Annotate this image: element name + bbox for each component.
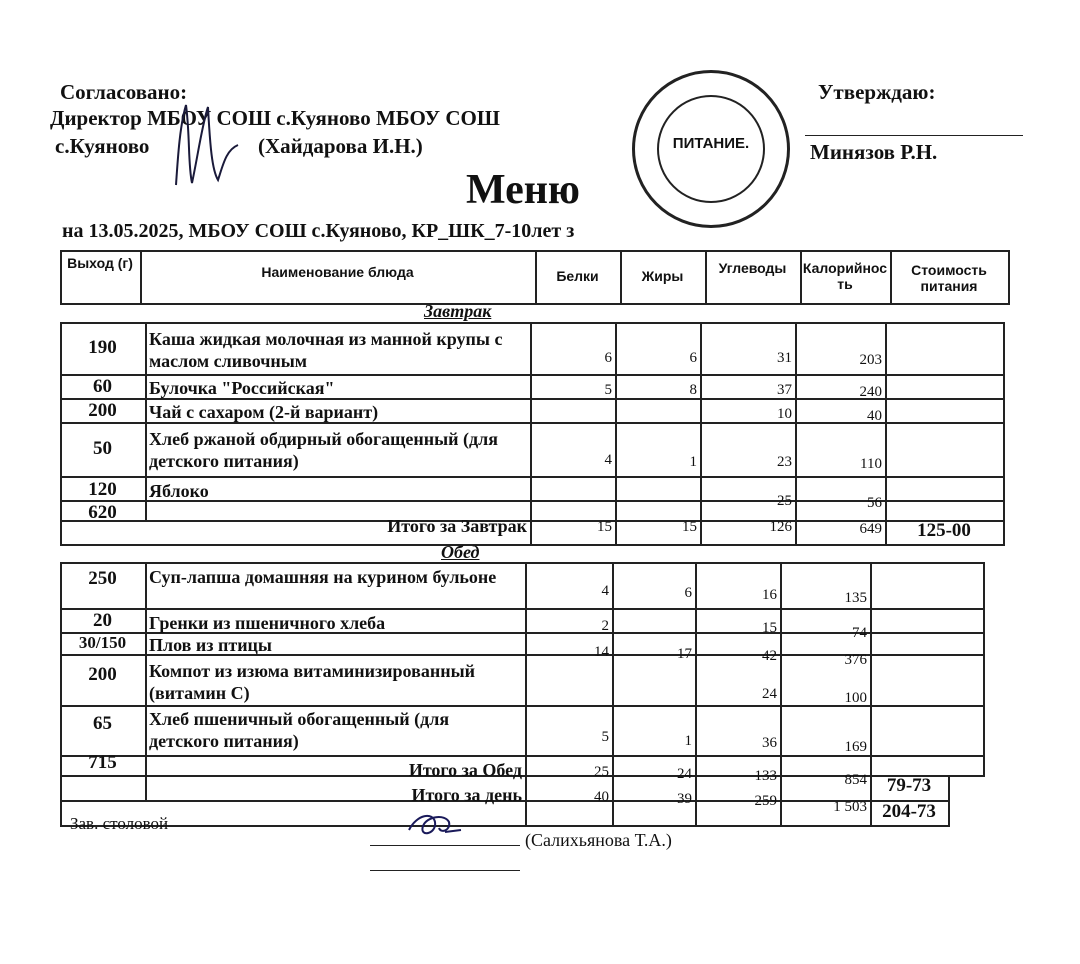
cell-dish: Компот из изюма витаминизированный (витамин С)	[149, 661, 475, 703]
cell-dish: Яблоко	[149, 481, 209, 501]
cell-kcal: 74	[852, 625, 867, 641]
stamp-text: ПИТАНИЕ.	[672, 135, 750, 152]
col-header-protein: Белки	[556, 268, 599, 284]
cell-carbs: 25	[777, 493, 792, 509]
cell-weight: 200	[88, 664, 117, 685]
canteen-head-signature	[405, 808, 465, 844]
day-total-protein: 40	[594, 789, 609, 805]
director-signature	[168, 95, 248, 190]
confirm-signature-line	[805, 135, 1023, 136]
cell-dish: Чай с сахаром (2-й вариант)	[149, 402, 379, 422]
total-protein: 15	[597, 519, 612, 535]
day-total-fat: 39	[677, 791, 692, 807]
approved-label: Согласовано:	[60, 80, 188, 104]
total-label: Итого за Обед	[408, 760, 522, 780]
total-kcal: 649	[859, 521, 882, 537]
cell-dish: Булочка "Российская"	[149, 378, 335, 398]
total-weight: 715	[88, 752, 117, 773]
cell-carbs: 16	[762, 587, 777, 603]
cell-fat: 17	[677, 646, 692, 662]
total-cost: 125-00	[917, 520, 971, 541]
confirm-name: Минязов Р.Н.	[810, 140, 938, 164]
village-label: с.Куяново	[55, 134, 150, 158]
total-cost: 79-73	[886, 775, 932, 796]
cell-fat: 1	[689, 454, 697, 470]
col-header-fat: Жиры	[641, 268, 684, 284]
cell-weight: 60	[93, 376, 112, 397]
cell-weight: 20	[93, 610, 112, 631]
page-title: Меню	[466, 167, 581, 213]
canteen-head-name: (Салихьянова Т.А.)	[525, 830, 672, 850]
cell-protein: 6	[604, 350, 612, 366]
cell-carbs: 23	[777, 454, 792, 470]
cell-dish: Каша жидкая молочная из манной крупы с маслом сливочным	[149, 329, 503, 371]
cell-carbs: 31	[777, 350, 792, 366]
cell-fat: 8	[689, 382, 697, 398]
confirm-label: Утверждаю:	[818, 80, 936, 104]
menu-subtitle: на 13.05.2025, МБОУ СОШ с.Куяново, КР_ШК_7-10лет з	[62, 220, 575, 242]
cell-carbs: 36	[762, 735, 777, 751]
cell-protein: 14	[594, 644, 609, 660]
col-header-dish: Наименование блюда	[261, 264, 414, 280]
day-total-carbs: 259	[754, 793, 777, 809]
cell-protein: 2	[601, 618, 609, 634]
cell-carbs: 42	[762, 648, 777, 664]
col-header-weight: Выход (г)	[67, 255, 133, 271]
cell-fat: 1	[684, 733, 692, 749]
cell-weight: 50	[93, 438, 112, 459]
cell-dish: Суп-лапша домашняя на курином бульоне	[149, 567, 497, 587]
col-header-carbs: Углеводы	[718, 260, 787, 276]
director-line: Директор МБОУ СОШ с.Куяново МБОУ СОШ	[50, 106, 500, 130]
section-title-breakfast: Завтрак	[424, 301, 492, 321]
cell-dish: Хлеб пшеничный обогащенный (для детского питания)	[149, 709, 450, 751]
day-total-label: Итого за день	[411, 785, 522, 805]
col-header-cost: Стоимость питания	[911, 262, 987, 294]
cell-kcal: 203	[859, 352, 882, 368]
cell-kcal: 100	[844, 690, 867, 706]
cell-protein: 5	[601, 729, 609, 745]
total-label: Итого за Завтрак	[387, 516, 527, 536]
cell-dish: Хлеб ржаной обдирный обогащенный (для детского питания)	[149, 429, 498, 471]
day-total-kcal: 1 503	[833, 799, 867, 815]
cell-weight: 250	[88, 568, 117, 589]
cell-kcal: 56	[867, 495, 882, 511]
cell-carbs: 37	[777, 382, 792, 398]
footer-signature-line	[370, 845, 520, 846]
cell-kcal: 40	[867, 408, 882, 424]
cell-dish: Гренки из пшеничного хлеба	[149, 613, 386, 633]
cell-weight: 190	[88, 337, 117, 358]
section-title-lunch: Обед	[441, 542, 480, 562]
footer-second-line	[370, 870, 520, 871]
director-name: (Хайдарова И.Н.)	[258, 134, 423, 158]
cell-kcal: 376	[844, 652, 867, 668]
official-stamp	[632, 70, 790, 228]
total-weight: 620	[88, 502, 117, 523]
cell-weight: 30/150	[78, 633, 127, 652]
total-fat: 24	[677, 766, 692, 782]
cell-kcal: 110	[860, 456, 882, 472]
cell-carbs: 15	[762, 620, 777, 636]
cell-kcal: 135	[844, 590, 867, 606]
cell-kcal: 169	[844, 739, 867, 755]
canteen-head-label: Зав. столовой	[70, 814, 169, 833]
cell-weight: 120	[88, 479, 117, 500]
col-header-kcal: Калорийность	[802, 260, 888, 292]
cell-fat: 6	[684, 585, 692, 601]
total-kcal: 854	[844, 772, 867, 788]
cell-kcal: 240	[859, 384, 882, 400]
cell-protein: 4	[604, 452, 612, 468]
cell-fat: 6	[689, 350, 697, 366]
cell-protein: 5	[604, 382, 612, 398]
cell-protein: 4	[601, 583, 609, 599]
cell-carbs: 24	[762, 686, 777, 702]
day-total-cost: 204-73	[882, 801, 936, 822]
total-fat: 15	[682, 519, 697, 535]
cell-weight: 65	[93, 713, 112, 734]
cell-dish: Плов из птицы	[149, 635, 272, 655]
cell-weight: 200	[88, 400, 117, 421]
total-carbs: 133	[754, 768, 777, 784]
cell-carbs: 10	[777, 406, 792, 422]
total-carbs: 126	[769, 519, 792, 535]
total-protein: 25	[594, 764, 609, 780]
